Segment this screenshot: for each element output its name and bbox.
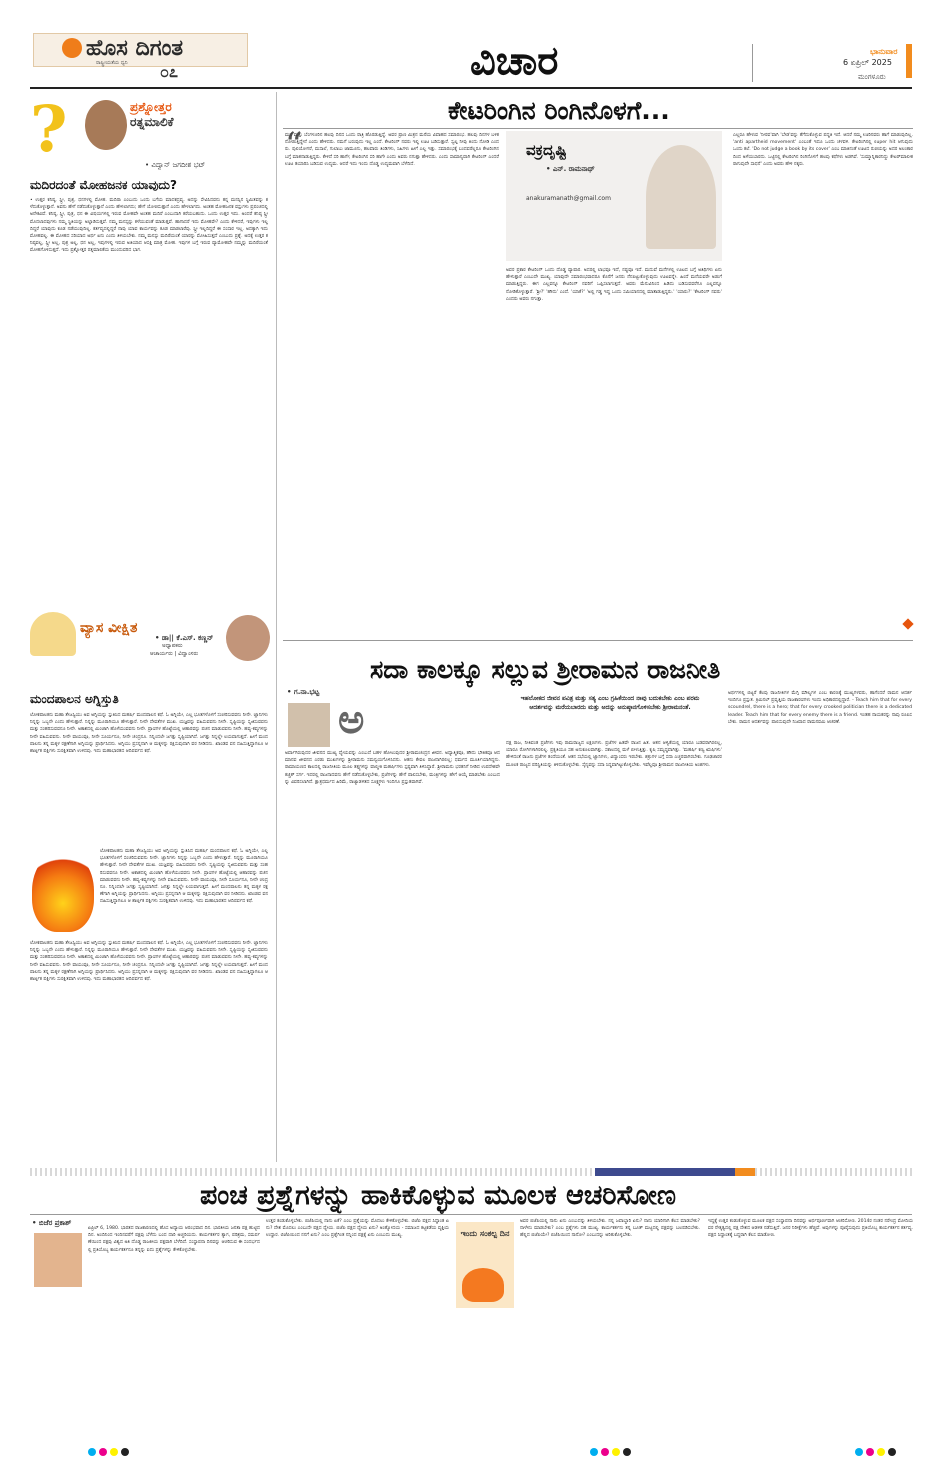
columnist-author: • ಎನ್. ರಾಮನಾಥ್	[546, 165, 595, 173]
day-label: ಭಾನುವಾರ	[870, 47, 898, 56]
drop-cap: ಅ	[338, 697, 365, 743]
bottom-col1: ಏಪ್ರಿಲ್ 6, 1980. ಭಾರತದ ರಾಜಕಾರಣದಲ್ಲಿ ಹೊಸ ಅಧ್ಯಾಯ ಆರಂಭವಾದ ದಿನ. ಭಾರತೀಯ ಜನತಾ ಪಕ್ಷ ಹುಟ್ಟಿದ ದಿನ. ಅಂದಿನಿಂದ ಇಂದಿನವರೆಗೆ ಪಕ್ಷವು ಬೆಳೆದು ಬಂದ ದಾರಿ ಅಚ್ಚರಿಯದು. ಕಾರ್ಯಕರ್ತರ ತ್ಯಾಗ, ಪರಿಶ್ರಮ, ಸಮರ್ಪಣೆಯಿಂದ ಪಕ್ಷವು ವಿಶ್ವದ ಅತಿ ದೊಡ್ಡ ರಾಜಕೀಯ ಪಕ್ಷವಾಗಿ ಬೆಳೆದಿದೆ. ಸಂಸ್ಥಾಪನಾ ದಿನವನ್ನು ಆಚರಿಸುವ ಈ ಸಂದರ್ಭದಲ್ಲಿ ಪ್ರತಿಯೊಬ್ಬ ಕಾರ್ಯಕರ್ತನೂ ತನ್ನನ್ನು ಐದು ಪ್ರಶ್ನೆಗಳನ್ನು ಕೇಳಿಕೊಳ್ಳಬೇಕು.	[88, 1226, 260, 1253]
qa-title-box	[130, 100, 270, 140]
rama-headline: ಸದಾ ಕಾಲಕ್ಕೂ ಸಲ್ಲುವ ಶ್ರೀರಾಮನ ರಾಜನೀತಿ	[370, 655, 721, 684]
registration-dots-left	[88, 1441, 132, 1459]
rama-author-photo	[288, 703, 330, 747]
sage-illustration	[30, 612, 76, 656]
rama-col2: ದಕ್ಷ ರಾಜ, ನೀತಿವಂತ ಪ್ರಜೆಗಳು ಇವು ರಾಮರಾಜ್ಯದ ಲಕ್ಷಣಗಳು. ಪ್ರಜೆಗಳ ಹಿತವೇ ರಾಜನ ಹಿತ. ಆತನ ಆಳ್ವಿಕೆಯಲ್ಲಿ ಯಾರೂ ಬಡವರಾಗಿರಲಿಲ್ಲ, ಯಾರೂ ರೋಗಿಗಳಾಗಿರಲಿಲ್ಲ. ಪ್ರಕೃತಿಯೂ ಸಹ ಅನುಕೂಲವಾಗಿತ್ತು. ಸಕಾಲದಲ್ಲಿ ಮಳೆ ಬೀಳುತ್ತಿತ್ತು. ಕೃಷಿ ಸಮೃದ್ಧವಾಗಿತ್ತು. 'ಮಹರ್ಷಿ ಕಣ್ವ ಋಷಿಗಳು' ಹೇಳಿದಂತೆ ರಾಜನು ಪ್ರಜೆಗಳ ತಂದೆಯಂತೆ. ಆತನ ಸಭೆಯಲ್ಲಿ ಜ್ಞಾನಿಗಳು, ವಿದ್ವಾಂಸರು ಇರಬೇಕು. ಶತ್ರುಗಳ ಬಗ್ಗೆ ಸದಾ ಎಚ್ಚರವಾಗಿರಬೇಕು. ಗೂಢಚಾರರ ಮೂಲಕ ರಾಜ್ಯದ ಪರಿಸ್ಥಿತಿಯನ್ನು ತಿಳಿದುಕೊಳ್ಳಬೇಕು. ಸೈನ್ಯವನ್ನು ಸದಾ ಸಿದ್ಧವಾಗಿಟ್ಟುಕೊಳ್ಳಬೇಕು. ಇವೆಲ್ಲವೂ ಶ್ರೀರಾಮನ ರಾಜನೀತಿಯ ಅಂಶಗಳು.	[506, 741, 722, 768]
main-headline-rule	[283, 128, 913, 129]
bottom-col4: ಇದ್ದಕ್ಕೆ ಉತ್ತರ ಕಂಡುಕೊಳ್ಳುವ ಮೂಲಕ ಪಕ್ಷದ ಸಂಸ್ಥಾಪನಾ ದಿನವನ್ನು ಅರ್ಥಪೂರ್ಣವಾಗಿ ಆಚರಿಸೋಣ. 2014ರ ನಂತರ ನರೇಂದ್ರ ಮೋದಿಯವರ ನೇತೃತ್ವದಲ್ಲಿ ಪಕ್ಷ ದೇಶದ ಆಡಳಿತ ನಡೆಸುತ್ತಿದೆ. ಜನರ ನಿರೀಕ್ಷೆಗಳು ಹೆಚ್ಚಿವೆ. ಅವುಗಳನ್ನು ಪೂರೈಸುವುದು ಪ್ರತಿಯೊಬ್ಬ ಕಾರ್ಯಕರ್ತನ ಕರ್ತವ್ಯ. ಪಕ್ಷದ ಸಿದ್ಧಾಂತಕ್ಕೆ ಬದ್ಧರಾಗಿ ಕೆಲಸ ಮಾಡೋಣ.	[708, 1219, 913, 1239]
fire-illustration	[32, 850, 94, 932]
accent-bar	[906, 44, 912, 78]
main-col1: ಮನೆ ಮತ್ತು ಬೆಂಗಳೂರಿನ ಹಲವು ದಿನದ ಒಂದು ರಾತ್ರಿ ಹೊರಡುತ್ತಿದ್ದೆ. ಅವರ ಪ್ರಾಣ ಮಿತ್ರನ ಮನೆಯ ವಿವಾಹದ ಸಮಾರಂಭ. ಹಲವು ದಿನಗಳ ಬಳಿಕ ನೋಡುತ್ತಿದ್ದೇನೆ ಎಂದು ಹೇಳಿದರು. ನಮಗೆ ಬರುವುದು ಇಲ್ಲ ಎಂದೆ. ಕೇಟರಿಂಗ್ ನವರು ಇಲ್ಲಿ ಊಟ ಬಡಿಸುತ್ತಾರೆ. ಸ್ವಲ್ಪ ನೀವು ತಿಂದು ನೋಡಿ ಎಂದರು. ಪುಲಿಯೋಗರೆ, ಮಸಾಲೆ, ಗುಲಾಬು ಜಾಮೂನು, ಹಲವಾರು ತಿಂಡಿಗಳು, ಸಿಹಿಗಳು ಹೀಗೆ ಎಲ್ಲ ಇತ್ತು. ಸಮಾರಂಭಕ್ಕೆ ಬಂದವರೆಲ್ಲರೂ ಕೇಟರಿಂಗಿನ ಬಗ್ಗೆ ಮಾತನಾಡುತ್ತಿದ್ದರು. ಕೇಳಿದೆ ಸರಿ ಹಾಗೇ; ಕೇಟರಿಂಗಿನ ಸರಿ ಹಾಗೇ ಎಂದು ಅವರು ನಗುತ್ತಾ ಹೇಳಿದರು. ಎಂದು ಸಾಮಾನ್ಯವಾಗಿ ಕೇಟರಿಂಗ್ ಎಂದರೆ ಊಟ ತಯಾರಿಸಿ ಬಡಿಸುವ ಉದ್ಯಮ. ಆದರೆ ಇದು ಇಂದು ದೊಡ್ಡ ಉದ್ಯಮವಾಗಿ ಬೆಳೆದಿದೆ.	[285, 133, 499, 167]
bottom-col3: ಅವರ ಬಿಜೆಪಿಯಲ್ಲಿ ನಾನು ಏನು ಎಂಬುದನ್ನು ತಿಳಿಯಬೇಕು. ನನ್ನ ಜವಾಬ್ದಾರಿ ಏನು? ನಾನು ಯಾರಿಗಾಗಿ ಕೆಲಸ ಮಾಡಬೇಕು? ನಾಳೇನು ಮಾಡಬೇಕು? ಎಂಬ ಪ್ರಶ್ನೆಗಳು ಸಹ ಮುಖ್ಯ. ಕಾರ್ಯಕರ್ತನು ತನ್ನ ಬೂತ್ ಮಟ್ಟದಲ್ಲಿ ಪಕ್ಷವನ್ನು ಬಲಪಡಿಸಬೇಕು. ಹೆಲ್ಲಿದ ಬಿಜೆಪಿಯೇ? ಬಿಜೆಪಿಯಿಂದ ನಾನೋ? ಎಂಬುದನ್ನು ಅರಿತುಕೊಳ್ಳಬೇಕು.	[520, 1219, 700, 1239]
vyasa-heading: ಮಂದಪಾಲನ ಅಗ್ನಿಸ್ತುತಿ	[30, 692, 119, 706]
masthead-rule	[30, 87, 912, 89]
city-label: ಮಂಗಳೂರು	[858, 73, 886, 81]
qa-author-photo	[85, 100, 127, 150]
bjp-logo-icon	[462, 1268, 504, 1302]
vyasa-author: • ಡಾ|| ಕೆ.ಎಸ್. ಕಣ್ಣನ್	[155, 634, 214, 642]
page-number: ೦೭	[160, 62, 178, 81]
main-bottom-rule	[283, 640, 913, 641]
section-title: ವಿಚಾರ	[470, 38, 559, 84]
rama-pullquote: ಇಹಲೋಕದ ಜೀವನ ಪವಿತ್ರ ಮತ್ತು ಸತ್ಯ ಎಂಬ ಗ್ರಹಿಕೆಯಿಂದ ನಾವು ಬದುಕಬೇಕು ಎಂಬ ಪರಮ ಆದರ್ಶವನ್ನು ಮರೆಯಬಾರದು ಮತ್ತು ಅದನ್ನು ಅನುಷ್ಠಾನಗೊಳಿಸಬೇಕು ಶ್ರೀರಾಮನಂತೆ.	[520, 695, 700, 711]
main-col4: ಎಲ್ಲರೂ ಹೇಳುವ 'ನೀರವ'ವಾಗಿ 'ಬೇಡ'ವನ್ನು ತೆಗೆದುಕೊಳ್ಳುವ ಪದ್ಧತಿ ಇದೆ. ಆದರೆ ನಮ್ಮ ಊರಿನವರು ಹಾಗೆ ಮಾಡುವುದಿಲ್ಲ. 'anti apartheid movement' ಎಂಬಂತೆ ಇದೂ ಒಂದು ಚಳವಳಿ. ಕೇಟರಿಂಗಿನಲ್ಲಿ super hit ಆಗುವುದು ಒಂದು ಕಲೆ. 'Do not judge a book by its cover' ಎಂಬ ಮಾತಿನಂತೆ ಊಟದ ರುಚಿಯನ್ನು ಅದರ ಅಲಂಕಾರದಿಂದ ಅಳೆಯಬಾರದು. ಒಟ್ಟಿನಲ್ಲಿ ಕೇಟರಿಂಗಿನ ರಿಂಗಿನೊಳಗೆ ಹಲವು ಕಥೆಗಳು ಅಡಗಿವೆ. 'ಸುಮ್ಮಾನ್ನಿಕಾರನಿದ್ದು ಕೇಟರ್‌ಮಾಲೀಕರಾಗುವುದೇ ಸಾಧನೆ' ಎಂದು ಅವರು ಹೇಳಿ ನಕ್ಕರು.	[733, 133, 913, 167]
masthead	[0, 0, 945, 86]
columnist-photo	[646, 145, 716, 249]
left-column-divider	[276, 92, 277, 1162]
columnist-email: anakuramanath@gmail.com	[526, 195, 611, 202]
columnist-heading: ವಕ್ರದೃಷ್ಟಿ	[526, 141, 567, 159]
qa-title-line2: ರತ್ನಮಾಲಿಕೆ	[130, 115, 174, 129]
vyasa-body-top: ಲೋಕಪಾಲಕನು ಮಹಾ ತೇಜಸ್ವಿಯು ಅವ ಅಗ್ನಿಯನ್ನು ಸ್ತುತಿಸಿದ ಮಹರ್ಷಿ ಮಂದಪಾಲನ ಕಥೆ. ಓ ಅಗ್ನಿಯೇ, ಎಲ್ಲ ಭೂತಗಳೊಳಗೆ ಸಂಚರಿಸುವವನು ನೀನೇ. ಜ್ಞಾನಿಗಳು ನಿನ್ನನ್ನು ಒಬ್ಬನೇ ಎಂದು ಹೇಳುತ್ತಾರೆ. ನಿನ್ನನ್ನು ಮೂರಾಗಿಯೂ ಹೇಳುತ್ತಾರೆ. ನೀನೇ ದೇವತೆಗಳ ಮುಖ. ಯಜ್ಞವನ್ನು ವಹಿಸುವವನು ನೀನೇ. ಸೃಷ್ಟಿಯನ್ನು ಸೃಜಿಸುವವನು ಮತ್ತು ಸಂಹರಿಸುವವನೂ ನೀನೇ. ಅಕಾಶದಲ್ಲಿ ಮಿಂಚಾಗಿ ಹೊಳೆಯುವವನು ನೀನೇ. ಪ್ರಾಣಿಗಳ ಹೊಟ್ಟೆಯಲ್ಲಿ ಆಹಾರವನ್ನು ಪಚನ ಮಾಡುವವನು ನೀನೇ. ಹವ್ಯ-ಕವ್ಯಗಳನ್ನು ನೀನೇ ವಹಿಸುವವನು. ನೀನೇ ವಾಯುವೂ, ನೀನೇ ಸೂರ್ಯನೂ, ನೀನೇ ಚಂದ್ರನೂ. ನಿನ್ನಿಂದಲೇ ಜಗತ್ತು ಸೃಷ್ಟಿಯಾಗಿದೆ. ಜಗತ್ತು ನಿನ್ನಲ್ಲೇ ಲಯವಾಗುತ್ತದೆ. ಹೀಗೆ ಮಂದಪಾಲನು ತನ್ನ ಮಕ್ಕಳ ರಕ್ಷಣೆಗಾಗಿ ಅಗ್ನಿಯನ್ನು ಪ್ರಾರ್ಥಿಸಿದನು. ಅಗ್ನಿಯು ಪ್ರಸನ್ನನಾಗಿ ಆ ಮಕ್ಕಳನ್ನು ರಕ್ಷಿಸುವುದಾಗಿ ವರ ನೀಡಿದನು. ಖಾಂಡವ ವನ ದಹಿಸುತ್ತಿದ್ದಾಗಲೂ ಆ ಶಾರ್ಙ್ಗಕ ಪಕ್ಷಿಗಳು ಸುರಕ್ಷಿತವಾಗಿ ಉಳಿದವು. ಇದು ಮಹಾಭಾರತದ ಆದಿಪರ್ವದ ಕಥೆ.	[30, 713, 268, 755]
registration-dots-right	[855, 1441, 899, 1459]
bottom-stripe	[30, 1168, 912, 1176]
vyasa-body-side: ಲೋಕಪಾಲಕನು ಮಹಾ ತೇಜಸ್ವಿಯು ಅವ ಅಗ್ನಿಯನ್ನು ಸ್ತುತಿಸಿದ ಮಹರ್ಷಿ ಮಂದಪಾಲನ ಕಥೆ. ಓ ಅಗ್ನಿಯೇ, ಎಲ್ಲ ಭೂತಗಳೊಳಗೆ ಸಂಚರಿಸುವವನು ನೀನೇ. ಜ್ಞಾನಿಗಳು ನಿನ್ನನ್ನು ಒಬ್ಬನೇ ಎಂದು ಹೇಳುತ್ತಾರೆ. ನಿನ್ನನ್ನು ಮೂರಾಗಿಯೂ ಹೇಳುತ್ತಾರೆ. ನೀನೇ ದೇವತೆಗಳ ಮುಖ. ಯಜ್ಞವನ್ನು ವಹಿಸುವವನು ನೀನೇ. ಸೃಷ್ಟಿಯನ್ನು ಸೃಜಿಸುವವನು ಮತ್ತು ಸಂಹರಿಸುವವನೂ ನೀನೇ. ಅಕಾಶದಲ್ಲಿ ಮಿಂಚಾಗಿ ಹೊಳೆಯುವವನು ನೀನೇ. ಪ್ರಾಣಿಗಳ ಹೊಟ್ಟೆಯಲ್ಲಿ ಆಹಾರವನ್ನು ಪಚನ ಮಾಡುವವನು ನೀನೇ. ಹವ್ಯ-ಕವ್ಯಗಳನ್ನು ನೀನೇ ವಹಿಸುವವನು. ನೀನೇ ವಾಯುವೂ, ನೀನೇ ಸೂರ್ಯನೂ, ನೀನೇ ಚಂದ್ರನೂ. ನಿನ್ನಿಂದಲೇ ಜಗತ್ತು ಸೃಷ್ಟಿಯಾಗಿದೆ. ಜಗತ್ತು ನಿನ್ನಲ್ಲೇ ಲಯವಾಗುತ್ತದೆ. ಹೀಗೆ ಮಂದಪಾಲನು ತನ್ನ ಮಕ್ಕಳ ರಕ್ಷಣೆಗಾಗಿ ಅಗ್ನಿಯನ್ನು ಪ್ರಾರ್ಥಿಸಿದನು. ಅಗ್ನಿಯು ಪ್ರಸನ್ನನಾಗಿ ಆ ಮಕ್ಕಳನ್ನು ರಕ್ಷಿಸುವುದಾಗಿ ವರ ನೀಡಿದನು. ಖಾಂಡವ ವನ ದಹಿಸುತ್ತಿದ್ದಾಗಲೂ ಆ ಶಾರ್ಙ್ಗಕ ಪಕ್ಷಿಗಳು ಸುರಕ್ಷಿತವಾಗಿ ಉಳಿದವು. ಇದು ಮಹಾಭಾರತದ ಆದಿಪರ್ವದ ಕಥೆ.	[100, 849, 268, 905]
vyasa-author-role1: ಅಧ್ಯಾಪಕರು	[162, 643, 183, 649]
qa-body: • ಉತ್ತರ ಕನಿಷ್ಠ, ಸ್ತ್ರೀ, ಪುತ್ರ, ಧನಗಳಲ್ಲಿ ಮೋಹ. ಮದಿರಾ ಎಂಬುದು ಒಂದು ಬಗೆಯ ಮಾದಕದ್ರವ್ಯ. ಅದನ್ನು ಸೇವಿಸಿದವನು ತನ್ನ ಮನಸ್ಸಿನ ಸ್ಥಿಮಿತವನ್ನು ಕಳೆದುಕೊಳ್ಳುತ್ತಾನೆ. ಅವನು ಹೇಗೆ ನಡೆದುಕೊಳ್ಳುತ್ತಾನೆ ಎಂದು ಹೇಳಲಾಗದು; ಹೇಗೆ ಯೋಚಿಸುತ್ತಾನೆ ಎಂದು ಹೇಳಲಾಗದು. ಅಂತಹ ಮೋಹಜನಕ ವಸ್ತುಗಳು ಪ್ರಪಂಚದಲ್ಲಿ ಅನೇಕವಿವೆ. ಕನಿಷ್ಠ, ಸ್ತ್ರೀ, ಪುತ್ರ, ಧನ ಈ ವಿಷಯಗಳಲ್ಲಿ ಇರುವ ಮೋಹವೇ ಅಂತಹ ಮದಿರೆ ಎಂಬುದಾಗಿ ಕರೆಯಬಹುದು. ಒಂದು ಉತ್ತರ ಇದು. ಅಂದರೆ ಕನಿಷ್ಠ ಸ್ತ್ರೀ ಮೊದಲಾದವುಗಳು ನಮ್ಮ ಸ್ಥಿತಿಯನ್ನು ಅಲ್ಲಾಡಿಸುತ್ತವೆ. ನಮ್ಮ ಮನಸ್ಸನ್ನು ಕಳೆಯುವಂತೆ ಮಾಡುತ್ತವೆ. ಹಾಗಾದರೆ ಇದು ಮೋಹವೇ? ಎಂದು ಕೇಳಿದರೆ, ಇವುಗಳು ಇಲ್ಲದಿದ್ದರೆ ಯಾವುದು ಕೂಡ ನಡೆಯುವುದಿಲ್ಲ. ಕರ್ತವ್ಯದಲ್ಲಿದ್ದರೆ ನಾವು ಯಾವ ಕಾರ್ಯವನ್ನು ಕೂಡ ಮಾಡಲಾರೆವು. ಸ್ತ್ರೀ ಇಲ್ಲದಿದ್ದರೆ ಈ ಸಂಸಾರ ಇಲ್ಲ. ಅದಕ್ಕಾಗಿ ಇದು ಮೋಹವಲ್ಲ. ಈ ಮೋಹದ ಸರಿಯಾದ ಅರ್ಥ ಏನು ಎಂದು ತಿಳಿಯಬೇಕು. ನಮ್ಮ ಮನಸ್ಸು ಮದಿರೆಯಂತೆ ಯಾರನ್ನು ಮೋಹಿಸುತ್ತದೆ ಎಂಬುದು ಪ್ರಶ್ನೆ. ಅದಕ್ಕೆ ಉತ್ತರ ಕನಿಷ್ಠವಲ್ಲ, ಸ್ತ್ರೀ ಅಲ್ಲ, ಪುತ್ರ ಅಲ್ಲ, ಧನ ಅಲ್ಲ, ಇವುಗಳಲ್ಲಿ ಇರುವ ಅತಿಯಾದ ಆಸಕ್ತಿ ಮಾತ್ರ ಮೋಹ. ಇವುಗಳ ಬಗ್ಗೆ ಇರುವ ವ್ಯಾಮೋಹವೇ ನಮ್ಮನ್ನು ಮದಿರೆಯಂತೆ ಮೋಹಗೊಳಿಸುತ್ತದೆ. ಇದು ಪ್ರಶ್ನೋತ್ತರ ರತ್ನಮಾಲಿಕೆಯ ಮುಂದುವರಿದ ಭಾಗ.	[30, 198, 268, 254]
rama-author: • ಗ.ನಾ.ಭಟ್ಟ	[287, 688, 320, 696]
registration-dots-center	[590, 1441, 634, 1459]
lotus-logo-icon	[62, 38, 82, 58]
vyasa-title: ವ್ಯಾಸ ವೀಕ್ಷಿತ	[80, 620, 138, 636]
qa-heading: ಮದಿರದಂತೆ ಮೋಹಜನಕ ಯಾವುದು?	[30, 178, 177, 192]
section-divider	[752, 44, 753, 82]
vyasa-author-role2: ಆಚಾರ್ಯರು | ವಿದ್ವಾಂಸರು	[150, 651, 199, 657]
vyasa-body-bottom: ಲೋಕಪಾಲಕನು ಮಹಾ ತೇಜಸ್ವಿಯು ಅವ ಅಗ್ನಿಯನ್ನು ಸ್ತುತಿಸಿದ ಮಹರ್ಷಿ ಮಂದಪಾಲನ ಕಥೆ. ಓ ಅಗ್ನಿಯೇ, ಎಲ್ಲ ಭೂತಗಳೊಳಗೆ ಸಂಚರಿಸುವವನು ನೀನೇ. ಜ್ಞಾನಿಗಳು ನಿನ್ನನ್ನು ಒಬ್ಬನೇ ಎಂದು ಹೇಳುತ್ತಾರೆ. ನಿನ್ನನ್ನು ಮೂರಾಗಿಯೂ ಹೇಳುತ್ತಾರೆ. ನೀನೇ ದೇವತೆಗಳ ಮುಖ. ಯಜ್ಞವನ್ನು ವಹಿಸುವವನು ನೀನೇ. ಸೃಷ್ಟಿಯನ್ನು ಸೃಜಿಸುವವನು ಮತ್ತು ಸಂಹರಿಸುವವನೂ ನೀನೇ. ಅಕಾಶದಲ್ಲಿ ಮಿಂಚಾಗಿ ಹೊಳೆಯುವವನು ನೀನೇ. ಪ್ರಾಣಿಗಳ ಹೊಟ್ಟೆಯಲ್ಲಿ ಆಹಾರವನ್ನು ಪಚನ ಮಾಡುವವನು ನೀನೇ. ಹವ್ಯ-ಕವ್ಯಗಳನ್ನು ನೀನೇ ವಹಿಸುವವನು. ನೀನೇ ವಾಯುವೂ, ನೀನೇ ಸೂರ್ಯನೂ, ನೀನೇ ಚಂದ್ರನೂ. ನಿನ್ನಿಂದಲೇ ಜಗತ್ತು ಸೃಷ್ಟಿಯಾಗಿದೆ. ಜಗತ್ತು ನಿನ್ನಲ್ಲೇ ಲಯವಾಗುತ್ತದೆ. ಹೀಗೆ ಮಂದಪಾಲನು ತನ್ನ ಮಕ್ಕಳ ರಕ್ಷಣೆಗಾಗಿ ಅಗ್ನಿಯನ್ನು ಪ್ರಾರ್ಥಿಸಿದನು. ಅಗ್ನಿಯು ಪ್ರಸನ್ನನಾಗಿ ಆ ಮಕ್ಕಳನ್ನು ರಕ್ಷಿಸುವುದಾಗಿ ವರ ನೀಡಿದನು. ಖಾಂಡವ ವನ ದಹಿಸುತ್ತಿದ್ದಾಗಲೂ ಆ ಶಾರ್ಙ್ಗಕ ಪಕ್ಷಿಗಳು ಸುರಕ್ಷಿತವಾಗಿ ಉಳಿದವು. ಇದು ಮಹಾಭಾರತದ ಆದಿಪರ್ವದ ಕಥೆ.	[30, 941, 268, 983]
sankalpa-title: ಇಂದು ಸಂಕಲ್ಪ ದಿನ	[460, 1229, 510, 1238]
bottom-stripe-orange	[735, 1168, 755, 1176]
rama-col1: ಅರ್ವಾಗಿರುವುದರ ಜೀವನದ ಮುಖ್ಯ ಧ್ಯೇಯವನ್ನು ಎಂಬುದೆ ಬಹಳ ಹೋಲುವುದರ ಶ್ರೀರಾಮಚಂದ್ರನ ಜೀವನ. ಅಧ್ಯಾತ್ಮಿಕವೂ, ಹೌದು ಭೌತಿಕವೂ ಆದ ಮಾನವ ಜೀವನದ ಎರಡು ಮುಖಗಳನ್ನು ಶ್ರೀರಾಮನು ಸಮನ್ವಯಗೊಳಿಸಿದನು. ಆತನು ಕೇವಲ ರಾಜನಾಗಿರಲಿಲ್ಲ; ಧರ್ಮದ ಮೂರ್ತಿಯಾಗಿದ್ದನು. ರಾಮಾಯಣದ ಕಾಲದಲ್ಲಿ ರಾಜನೀತಿಯ ಮೂಲ ತತ್ತ್ವಗಳನ್ನು ವಾಲ್ಮೀಕಿ ಮಹರ್ಷಿಗಳು ಸ್ಪಷ್ಟವಾಗಿ ತಿಳಿಸಿದ್ದಾರೆ. ಶ್ರೀರಾಮನು ಭರತನಿಗೆ ನೀಡಿದ ಉಪದೇಶವೇ ಕಚ್ಚಿತ್ ಸರ್ಗ. ಇದರಲ್ಲಿ ರಾಜನಾದವನು ಹೇಗೆ ನಡೆದುಕೊಳ್ಳಬೇಕು, ಪ್ರಜೆಗಳನ್ನು ಹೇಗೆ ಪಾಲಿಸಬೇಕು, ಮಂತ್ರಿಗಳನ್ನು ಹೇಗೆ ಆಯ್ಕೆ ಮಾಡಬೇಕು ಎಂಬುದನ್ನು ವಿವರಿಸಲಾಗಿದೆ. ಕ್ಷಾತ್ರಧರ್ಮದ ಹಿರಿಮೆ, ರಾಜ್ಯಾಡಳಿತದ ಸೂಕ್ಷ್ಮಗಳು ಇಂದಿಗೂ ಪ್ರಸ್ತುತವಾಗಿವೆ.	[285, 751, 500, 785]
bottom-col2: ಉತ್ತರ ಕಂಡುಕೊಳ್ಳಬೇಕು. ಬಿಜೆಪಿಯಲ್ಲಿ ನಾನು ಏಕೆ? ಎಂಬ ಪ್ರಶ್ನೆಯನ್ನು ಮೊದಲು ಕೇಳಿಕೊಳ್ಳಬೇಕು. ಬಿಜೆಪಿ ಪಕ್ಷದ ಸಿದ್ಧಾಂತ ಏನು? ದೇಶ ಮೊದಲು ಎಂಬುದೇ ಪಕ್ಷದ ಧ್ಯೇಯ. ಬಿಜೆಪಿ ಪಕ್ಷದ ಧ್ಯೇಯ ಏನು? ಅಂತ್ಯೋದಯ - ಸಮಾಜದ ಕಟ್ಟಕಡೆಯ ವ್ಯಕ್ತಿಯ ಉದ್ಧಾರ. ಬಿಜೆಪಿಯಿಂದ ನನಗೆ ಏನು? ಎಂಬ ಪ್ರಶ್ನೆಗಿಂತ ನನ್ನಿಂದ ಪಕ್ಷಕ್ಕೆ ಏನು ಎಂಬುದು ಮುಖ್ಯ.	[266, 1219, 449, 1239]
bottom-author-photo	[34, 1233, 82, 1287]
quote-mark: “	[285, 125, 303, 165]
qa-title-line1: ಪ್ರಶ್ನೋತ್ತರ	[130, 100, 172, 114]
paper-tagline: ರಾಷ್ಟ್ರೀಯತೆಯ ಧ್ವನಿ	[96, 60, 128, 66]
vyasa-author-photo	[226, 615, 270, 661]
columnist-box	[506, 131, 722, 261]
main-headline: ಕೇಟರಿಂಗಿನ ರಿಂಗಿನೊಳಗೆ...	[448, 96, 670, 125]
main-col3	[506, 560, 507, 561]
rama-col3: ಅರ್ಥಗಳಲ್ಲಿ ಬಿಟ್ಟರೆ ಕೆಲವು ರಾಜನೀತಿಗಳ ಮೆಗ್ಗಿ ಮೌಲ್ಯಗಳ ಎಂಬ ಕಾರಣಕ್ಕೆ ಮುಖ್ಯಗಳವರು, ಹಾಗೆಂದರೆ ರಾಮನ ಆದರ್ಶ ಇಂದಿಗೂ ಪ್ರಸ್ತುತ. ಕ್ರಿಮಿನಲ್ ಪ್ರವೃತ್ತಿಯ ರಾಜಕಾರಣಿಗಳು ಇಂದು ಅಧಿಕಾರದಲ್ಲಿದ್ದಾರೆ. - Teach him that for every scoundrel, there is a hero; that for every crooked politician there is a dedicated leader. Teach him that for every enemy there is a friend. ಇಂತಹ ನಾಯಕರನ್ನು ನಾವು ರೂಪಿಸಬೇಕು. ರಾಮನ ಆದರ್ಶವನ್ನು ಪಾಲಿಸುವುದೇ ನಿಜವಾದ ರಾಮನವಮಿ ಆಚರಣೆ.	[728, 691, 912, 725]
date-label: 6 ಏಪ್ರಿಲ್ 2025	[843, 58, 892, 67]
qa-author: • ವಿದ್ವಾನ್ ಜಗದೀಶ ಭಟ್	[145, 161, 206, 169]
bottom-stripe-accent	[595, 1168, 735, 1176]
bottom-author: • ಬಿಜೆರ ಪ್ರಕಾಶ್	[32, 1219, 72, 1227]
question-mark-icon: ?	[30, 92, 68, 167]
bottom-headline-rule	[30, 1214, 912, 1215]
main-col2: ಅವರ ಪ್ರಕಾರ ಕೇಟರಿಂಗ್ ಒಂದು ದೊಡ್ಡ ವ್ಯಾಪಾರ. ಅದರಲ್ಲಿ ಲಾಭವೂ ಇದೆ, ನಷ್ಟವೂ ಇದೆ. ಮದುವೆ ಮನೆಗಳಲ್ಲಿ ಊಟದ ಬಗ್ಗೆ ಅತಿಥಿಗಳು ಏನು ಹೇಳುತ್ತಾರೆ ಎಂಬುದೇ ಮುಖ್ಯ. ಯಾವುದೇ ಸಮಾರಂಭವಾದರೂ ಕೊನೆಗೆ ಜನರು ನೆನಪಿಟ್ಟುಕೊಳ್ಳುವುದು ಊಟವನ್ನೇ. ಹಿಂದೆ ಮನೆಯವರೇ ಅಡುಗೆ ಮಾಡುತ್ತಿದ್ದರು. ಈಗ ಎಲ್ಲವನ್ನೂ ಕೇಟರಿಂಗ್ ನವರಿಗೆ ಒಪ್ಪಿಸಲಾಗುತ್ತದೆ. ಅವರು ಮೆನುವಿನಿಂದ ಹಿಡಿದು ಬಡಿಸುವವರೆಗೂ ಎಲ್ಲವನ್ನೂ ನೋಡಿಕೊಳ್ಳುತ್ತಾರೆ. 'ಶ್ರೀ?' 'ಹೌದು' ಎಂದೆ. 'ಯಾಕೆ?' 'ಅಲ್ಲಿ ಗಡ್ಡ ಇದ್ದ ಒಂದು ಸಮಿಯಾನದಲ್ಲಿ ಮಾತಾಡುತ್ತಿದ್ದರು.' 'ಯಾರು?' 'ಕೇಟರಿಂಗ್ ನವರು' ಎಂದರು ಅವರು ನಗುತ್ತಾ.	[506, 268, 722, 302]
bottom-headline: ಪಂಚ ಪ್ರಶ್ನೆಗಳನ್ನು ಹಾಕಿಕೊಳ್ಳುವ ಮೂಲಕ ಆಚರಿಸೋಣ	[200, 1180, 677, 1211]
paper-name: ಹೊಸ ದಿಗಂತ	[86, 36, 184, 61]
